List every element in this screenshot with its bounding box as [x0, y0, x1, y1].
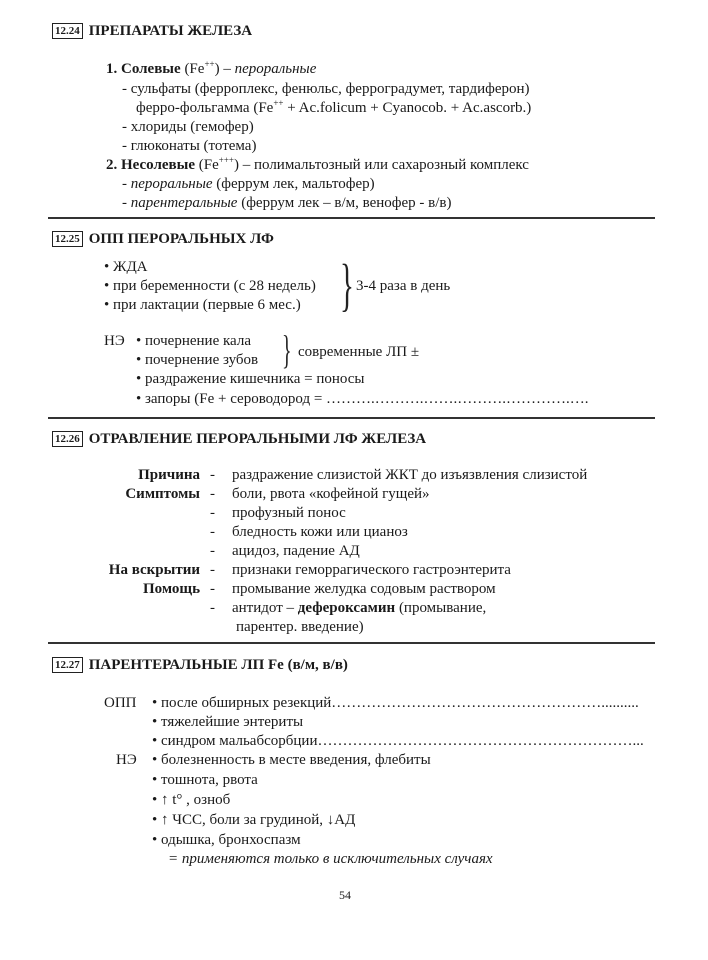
brace-icon: } [282, 327, 292, 372]
dash: - [210, 524, 215, 540]
row-text: боли, рвота «кофейной гущей» [232, 486, 430, 502]
saline-line [106, 60, 316, 78]
saline-label: 1. Солевые [106, 61, 181, 77]
section-number: 12.27 [52, 657, 83, 673]
row-text: промывание желудка содовым раствором [232, 581, 496, 597]
section-12-24-header [52, 22, 252, 40]
section-12-27-header [52, 656, 348, 674]
list-item: • при лактации (первые 6 мес.) [104, 297, 301, 313]
fe-text: (Fe [184, 61, 205, 77]
ne-label: НЭ [104, 333, 125, 349]
dash: - [122, 176, 131, 192]
row-text: бледность кожи или цианоз [232, 524, 408, 540]
dash: - [122, 195, 131, 211]
text: (промывание, [395, 600, 487, 616]
divider [48, 417, 655, 419]
antidote-name: дефероксамин [297, 600, 396, 616]
text: антидот – [232, 600, 298, 616]
list-item: • раздражение кишечника = поносы [136, 371, 365, 387]
row-text: профузный понос [232, 505, 346, 521]
dash: - [210, 562, 215, 578]
section-number: 12.24 [52, 23, 83, 39]
section-12-26-header [52, 430, 426, 448]
section-12-25-header [52, 230, 274, 248]
italic-text: пероральные [130, 176, 213, 192]
ne-label: НЭ [116, 752, 137, 768]
autopsy-label: На вскрытии [108, 562, 200, 578]
text: (феррум лек, мальтофер) [212, 176, 375, 192]
text: ) – полимальтозный или сахарозный комплекс [234, 157, 529, 173]
list-item: • почернение кала [136, 333, 251, 349]
list-item [136, 99, 531, 117]
brace-icon: } [340, 252, 354, 317]
section-number: 12.25 [52, 231, 83, 247]
list-item [122, 194, 452, 212]
divider [48, 217, 655, 219]
opp-label: ОПП [104, 695, 137, 711]
fe-charge: ++ [273, 98, 284, 108]
dash: - [210, 486, 215, 502]
section-title: ОТРАВЛЕНИЕ ПЕРОРАЛЬНЫМИ ЛФ ЖЕЛЕЗА [88, 431, 427, 447]
list-item: • запоры (Fe + сероводород = ……….……….…….……….………….…. [136, 391, 589, 407]
list-item: • ↑ ЧСС, боли за грудиной, ↓АД [152, 812, 356, 828]
symptoms-label: Симптомы [125, 486, 200, 502]
section-number: 12.26 [52, 431, 83, 447]
row-text: ацидоз, падение АД [232, 543, 360, 559]
dash: - [210, 543, 215, 559]
list-item: - хлориды (гемофер) [122, 119, 254, 135]
text: + Ac.folicum + Cyanocob. + Ac.ascorb.) [283, 100, 532, 116]
row-text: раздражение слизистой ЖКТ до изъязвления слизистой [232, 467, 588, 483]
dash: - [210, 505, 215, 521]
list-item: • при беременности (с 28 недель) [104, 278, 316, 294]
nonsaline-label: 2. Несолевые [106, 157, 196, 173]
frequency-text: 3-4 раза в день [356, 278, 451, 294]
section-title: ОПП ПЕРОРАЛЬНЫХ ЛФ [88, 231, 274, 247]
divider [48, 642, 655, 644]
dash: - [210, 600, 215, 616]
page-number: 54 [339, 888, 351, 902]
list-item: • синдром мальабсорбции………………………………………………………... [152, 733, 644, 749]
italic-text: парентеральные [130, 195, 238, 211]
fe-close: ) – [214, 61, 235, 77]
fe-charge: +++ [218, 155, 234, 165]
nonsaline-line [106, 156, 529, 174]
list-item: - глюконаты (тотема) [122, 138, 257, 154]
help-label: Помощь [143, 581, 200, 597]
list-item: • ЖДА [104, 259, 148, 275]
list-item: • ↑ t° , озноб [152, 792, 231, 808]
list-item: • после обширных резекций……………………………………………….......... [152, 695, 639, 711]
cause-label: Причина [138, 467, 200, 483]
section-title: ПРЕПАРАТЫ ЖЕЛЕЗА [88, 23, 253, 39]
fe-text: (Fe [198, 157, 219, 173]
list-item: • тяжелейшие энтериты [152, 714, 304, 730]
dash: - [210, 581, 215, 597]
text: ферро-фольгамма (Fe [136, 100, 274, 116]
list-item: • болезненность в месте введения, флебиты [152, 752, 431, 768]
modern-lp-text: современные ЛП ± [298, 344, 420, 360]
list-item [122, 175, 375, 193]
dash: - [210, 467, 215, 483]
row-text: парентер. введение) [236, 619, 364, 635]
list-item: • тошнота, рвота [152, 772, 258, 788]
oral-label: пероральные [234, 61, 317, 77]
fe-charge: ++ [204, 59, 215, 69]
section-title: ПАРЕНТЕРАЛЬНЫЕ ЛП Fe (в/м, в/в) [88, 657, 348, 673]
usage-note: = применяются только в исключительных случаях [168, 851, 493, 867]
row-text: признаки геморрагического гастроэнтерита [232, 562, 511, 578]
list-item: • почернение зубов [136, 352, 259, 368]
text: (феррум лек – в/м, венофер - в/в) [237, 195, 452, 211]
list-item: • одышка, бронхоспазм [152, 832, 301, 848]
row-text [232, 599, 486, 617]
list-item: - сульфаты (ферроплекс, фенюльс, ферроградумет, тардиферон) [122, 81, 530, 97]
